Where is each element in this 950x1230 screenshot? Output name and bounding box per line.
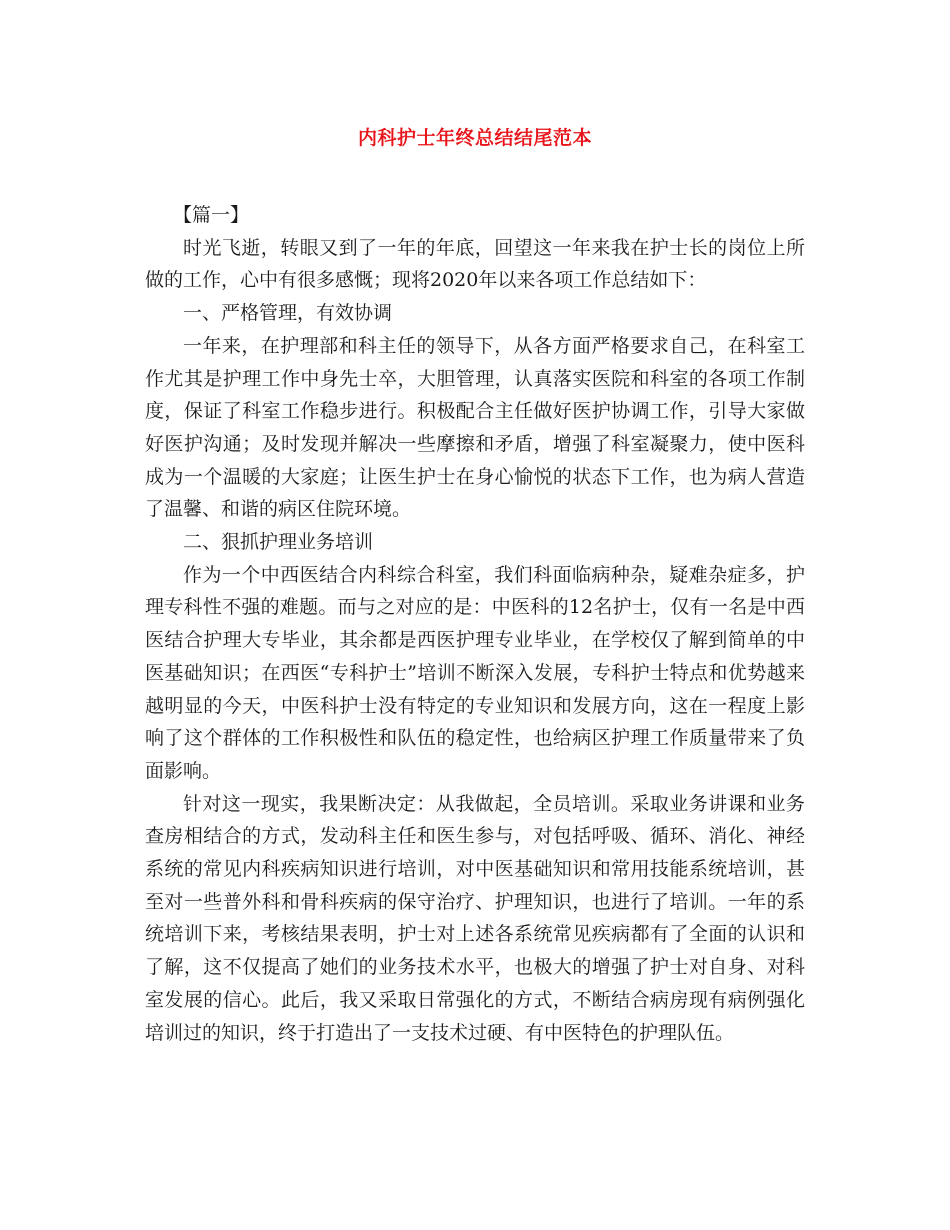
document-body: [145, 199, 805, 1049]
section-label: 【篇一】: [173, 204, 250, 226]
paragraph-intro: 时光飞逝，转眼又到了一年的年底，回望这一年来我在护士长的岗位上所做的工作，心中有很多感慨；现将2020年以来各项工作总结如下：: [145, 236, 805, 292]
document-title: 内科护士年终总结结尾范本: [357, 127, 592, 149]
paragraph-section-2: 作为一个中西医结合内科综合科室，我们科面临病种杂，疑难杂症多，护理专科性不强的难题。而与之对应的是：中医科的12名护士，仅有一名是中西医结合护理大专毕业，其余都是西医护理专业毕业，在学校仅了解到简单的中医基础知识；在西医“专科护士”培训不断深入发展，专科护士特点和优势越来越明显的今天，中医科护士没有特定的专业知识和发展方向，这在一程度上影响了这个群体的工作积极性和队伍的稳定性，也给病区护理工作质量带来了负面影响。: [145, 563, 805, 782]
heading-section-1: 一、严格管理，有效协调: [183, 302, 393, 325]
paragraph-section-1: 一年来，在护理部和科主任的领导下，从各方面严格要求自己，在科室工作尤其是护理工作中身先士卒，大胆管理，认真落实医院和科室的各项工作制度，保证了科室工作稳步进行。积极配合主任做好医护协调工作，引导大家做好医护沟通；及时发现并解决一些摩擦和矛盾，增强了科室凝聚力，使中医科成为一个温暖的大家庭；让医生护士在身心愉悦的状态下工作，也为病人营造了温馨、和谐的病区住院环境。: [145, 334, 805, 521]
heading-section-2: 二、狠抓护理业务培训: [183, 531, 374, 554]
paragraph-training: 针对这一现实，我果断决定：从我做起，全员培训。采取业务讲课和业务查房相结合的方式，发动科主任和医生参与，对包括呼吸、循环、消化、神经系统的常见内科疾病知识进行培训，对中医基础知识和常用技能系统培训，甚至对一些普外科和骨科疾病的保守治疗、护理知识，也进行了培训。一年的系统培训下来，考核结果表明，护士对上述各系统常见疾病都有了全面的认识和了解，这不仅提高了她们的业务技术水平，也极大的增强了护士对自身、对科室发展的信心。此后，我又采取日常强化的方式，不断结合病房现有病例强化培训过的知识，终于打造出了一支技术过硬、有中医特色的护理队伍。: [145, 792, 805, 1044]
